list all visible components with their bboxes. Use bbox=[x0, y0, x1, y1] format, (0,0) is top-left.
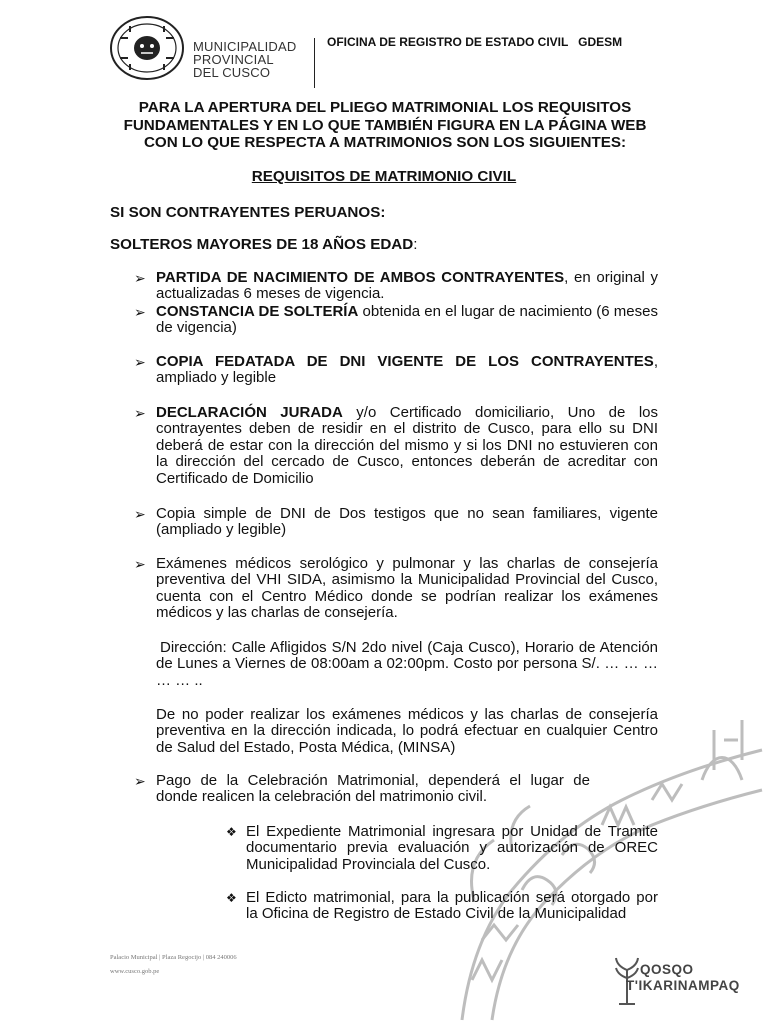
singles-bold: SOLTEROS MAYORES DE 18 AÑOS EDAD bbox=[110, 236, 414, 253]
req-witnesses: Copia simple de DNI de Dos testigos que no sean familiares, vigente (ampliado y legible) bbox=[156, 505, 658, 539]
req-birth-bold: PARTIDA DE NACIMIENTO DE AMBOS CONTRAYENTES bbox=[156, 269, 565, 286]
header-divider bbox=[314, 38, 315, 88]
brand-qosqo: QOSQO bbox=[640, 962, 694, 977]
req-single-status bbox=[156, 304, 658, 337]
req-dni-copy bbox=[156, 354, 658, 387]
intro-line-1: PARA LA APERTURA DEL PLIEGO MATRIMONIAL LOS REQUISITOS bbox=[138, 99, 632, 116]
intro-line-2: FUNDAMENTALES Y EN LO QUE TAMBIÉN FIGURA EN LA PÁGINA WEB bbox=[123, 116, 647, 134]
subheading-singles bbox=[110, 236, 417, 254]
req-dni-rest: , ampliado y legible bbox=[156, 353, 658, 387]
municipal-seal-logo bbox=[110, 16, 184, 80]
muni-line-1: MUNICIPALIDAD bbox=[193, 39, 297, 54]
arrow-bullet-icon: ➢ bbox=[134, 304, 146, 320]
office-title: OFICINA DE REGISTRO DE ESTADO CIVIL GDESM bbox=[327, 35, 623, 49]
note-matrimonial-edict: El Edicto matrimonial, para la publicación será otorgado por la Oficina de Registro de Estado Civil de la Municipalidad bbox=[246, 889, 658, 923]
diamond-bullet-icon: ❖ bbox=[226, 891, 237, 905]
req-sworn-rest: y/o Certificado domiciliario, Uno de los contrayentes deben de residir en el distrito de Cusco, para ello su DNI deberá de estar con la dirección del mismo y si los DNI no estuvieren con la dirección del cercado de Cusco, entonces deberán de acreditar con Certificado de Domicilio bbox=[156, 404, 658, 487]
brand-tikarinampaq: T'IKARINAMPAQ bbox=[626, 978, 740, 993]
arrow-bullet-icon: ➢ bbox=[134, 270, 146, 286]
arrow-bullet-icon: ➢ bbox=[134, 773, 146, 789]
diamond-bullet-icon: ❖ bbox=[226, 825, 237, 839]
arrow-bullet-icon: ➢ bbox=[134, 354, 146, 370]
muni-line-2: PROVINCIAL bbox=[193, 52, 274, 67]
medical-center-address: Dirección: Calle Afligidos S/N 2do nivel (Caja Cusco), Horario de Atención de Lunes a Viernes de 08:00am a 02:00pm. Costo por persona S/. … … … … … .. bbox=[156, 639, 658, 689]
note-matrimonial-file: El Expediente Matrimonial ingresara por Unidad de Tramite documentario previa evaluación y autorización de OREC Municipalidad Provinciala del Cusco. bbox=[246, 823, 658, 873]
req-single-rest: obtenida en el lugar de nacimiento (6 meses de vigencia) bbox=[156, 303, 658, 337]
req-birth-certificate bbox=[156, 270, 658, 303]
arrow-bullet-icon: ➢ bbox=[134, 556, 146, 572]
arrow-bullet-icon: ➢ bbox=[134, 405, 146, 421]
req-dni-bold: COPIA FEDATADA DE DNI VIGENTE DE LOS CONTRAYENTES bbox=[156, 353, 654, 370]
req-ceremony-payment: Pago de la Celebración Matrimonial, dependerá el lugar de donde realicen la celebración del matrimonio civil. bbox=[156, 772, 590, 806]
intro-line-3: CON LO QUE RESPECTA A MATRIMONIOS SON LOS SIGUIENTES: bbox=[143, 134, 627, 151]
section-title: REQUISITOS DE MATRIMONIO CIVIL bbox=[251, 168, 517, 185]
municipality-name bbox=[193, 40, 296, 79]
muni-line-3: DEL CUSCO bbox=[193, 65, 271, 80]
intro-heading bbox=[95, 99, 675, 152]
req-birth-rest: , en original y actualizadas 6 meses de vigencia. bbox=[156, 269, 659, 303]
req-medical-exams: Exámenes médicos serológico y pulmonar y las charlas de consejería preventiva del VHI SIDA, asimismo la Municipalidad Provincial del Cusco, cuenta con el Centro Médico donde se podrían realizar los exámenes médicos y las charlas de consejería. bbox=[156, 555, 658, 622]
footer-address: Palacio Municipal | Plaza Regocijo | 084 240006 bbox=[110, 954, 237, 961]
req-single-bold: CONSTANCIA DE SOLTERÍA bbox=[156, 303, 359, 320]
singles-colon: : bbox=[413, 236, 418, 253]
alternative-health-center: De no poder realizar los exámenes médicos y las charlas de consejería preventiva en la dirección indicada, lo podrá efectuar en cualquier Centro de Salud del Estado, Posta Médica, (MINSA) bbox=[156, 706, 658, 756]
subheading-peruvians: SI SON CONTRAYENTES PERUANOS: bbox=[110, 204, 386, 221]
req-sworn-declaration bbox=[156, 405, 658, 487]
req-sworn-bold: DECLARACIÓN JURADA bbox=[156, 404, 343, 421]
footer-website[interactable]: www.cusco.gob.pe bbox=[110, 968, 160, 975]
arrow-bullet-icon: ➢ bbox=[134, 506, 146, 522]
